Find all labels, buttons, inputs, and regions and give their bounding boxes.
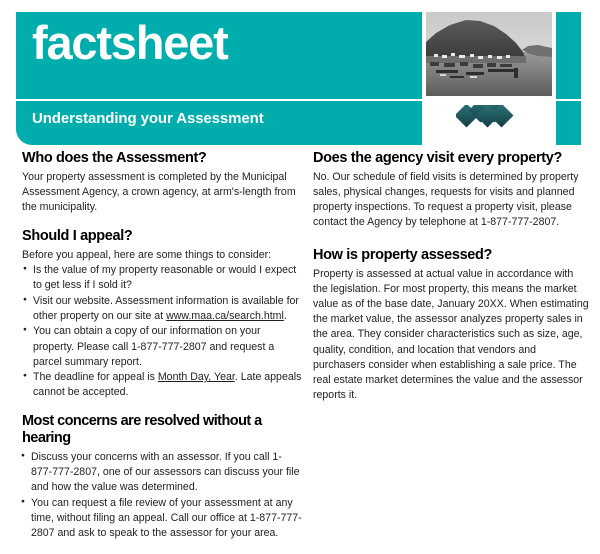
list-item: ● You can request a file review of your assessment at any time, without filing an appeal. Call our office at 1-877-777-2807 and ask to speak to the assessor for your area. (22, 496, 303, 541)
title-banner (16, 12, 422, 99)
section-paragraph: Property is assessed at actual value in accordance with the legislation. For most property, this means the market value as of the base date, January 20XX. When estimating the market value, the assessor analyzes property sales in the area. They consider characteristics such as size, age, quality, condition, and location that vendors and purchasers consider when establishing a sale price. The real estate market determines the value and the assessor reports it. (313, 268, 589, 401)
list-item: ● Is the value of my property reasonable or would I expect to get less if I sold it? (22, 263, 303, 293)
list-item: ● You can obtain a copy of our information on your property. Please call 1-877-777-2807 and request a parcel summary report. (22, 324, 303, 369)
section-paragraph: Your property assessment is completed by the Municipal Assessment Agency, a crown agency, at arm's-length from the municipality. (22, 171, 296, 214)
accent-bar-inner-bottom (396, 101, 422, 145)
left-column (22, 150, 303, 554)
list-item (22, 370, 303, 400)
appeal-deadline-value: Month Day, Year (157, 371, 235, 384)
page-header (0, 0, 600, 148)
section-heading: Does the agency visit every property? (313, 150, 562, 166)
section-most-concerns-resolved (22, 413, 303, 541)
section-paragraph: Before you appeal, here are some things to consider: (22, 249, 272, 262)
subtitle-banner (16, 101, 422, 145)
list-item (22, 294, 303, 324)
section-how-is-property-assessed (313, 247, 589, 402)
resolution-options-list (22, 450, 303, 541)
appeal-considerations-list (22, 263, 303, 400)
list-item: ● Discuss your concerns with an assessor. If you call 1-877-777-2807, one of our assessors can discuss your file and how the value was determined. (22, 450, 303, 495)
list-item-text: Visit our website. Assessment information is available for other property on our site at www.maa.ca/search.html. (33, 294, 299, 322)
accent-bar-outer-bottom (556, 101, 581, 145)
content-columns (0, 150, 600, 539)
assessment-search-link[interactable]: www.maa.ca/search.html (166, 309, 284, 322)
section-heading: Should I appeal? (22, 228, 133, 245)
section-heading: Who does the Assessment? (22, 150, 207, 166)
page-subtitle: Understanding your Assessment (32, 110, 264, 127)
section-heading: Most concerns are resolved without a hearing (22, 413, 262, 447)
list-item-text: The deadline for appeal is Month Day, Year. Late appeals cannot be accepted. (33, 371, 302, 399)
accent-bar-outer-top (556, 12, 581, 99)
coastal-village-photo (426, 12, 552, 96)
section-does-agency-visit (313, 150, 589, 230)
right-column (313, 150, 589, 416)
diamond-cluster-logo (456, 105, 522, 145)
section-who-does-the-assessment (22, 150, 303, 215)
page-title: factsheet (32, 16, 228, 69)
section-heading: How is property assessed? (313, 247, 493, 264)
section-paragraph: No. Our schedule of field visits is determined by property sales, physical changes, requests for visits and planned property inspections. To request a property visit, please contact the Agency by telephone at 1-877-777-2807. (313, 171, 579, 229)
accent-bar-inner-top (396, 12, 422, 99)
section-should-i-appeal (22, 228, 303, 400)
